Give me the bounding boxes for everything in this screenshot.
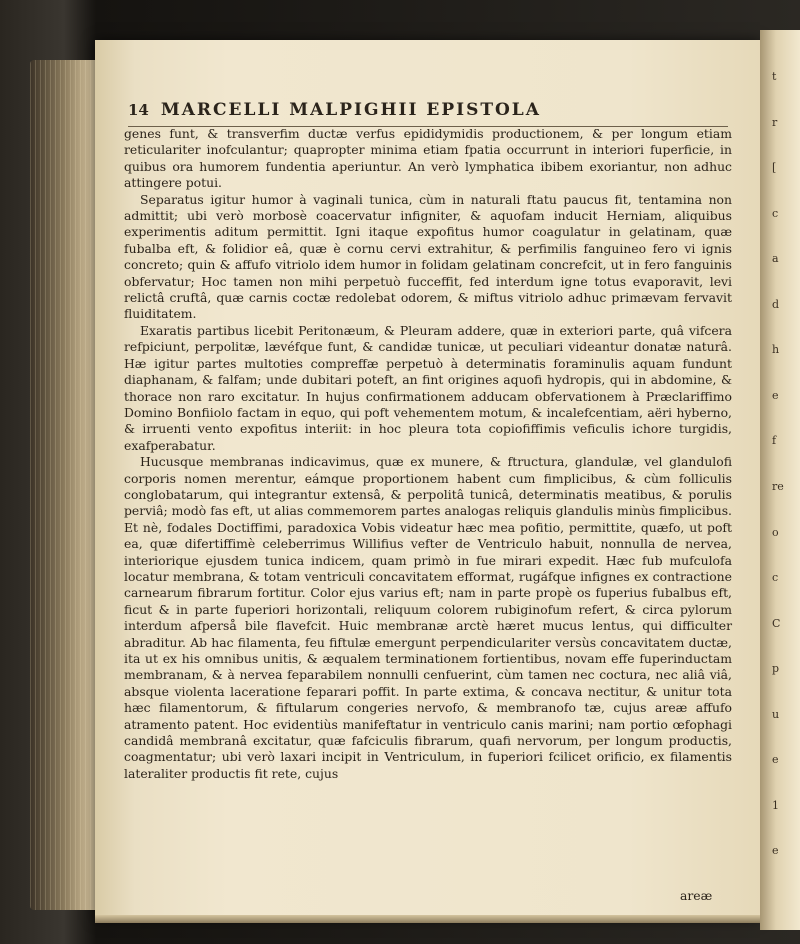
paragraph: Separatus igitur humor à vaginali tunica, cùm in naturali ftatu paucus fit, tentamina non admittit; ubi verò morbosè coacervatur infigniter, & aquofam inducit Herniam, aliquibus experimentis aditum permittit. Igni itaque expofitus humor coagulatur in gelatinam, quæ fubalba eft, & folidior eâ, quæ è cornu cervi extrahitur, & perfimilis fanguineo fero vi ignis concreto; quin & affufo vitriolo idem humor in folidam gelatinam concrefcit, ut in fero fanguinis obfervatur; Hoc tamen non mihi perpetuò fucceffit, fed interdum igne totus evaporavit, levi relictâ cruftâ, quæ carnis coctæ redolebat odorem, & miftus vitriolo adhuc primævam fervavit fluiditatem. — [124, 191, 732, 322]
page-number: 14 — [128, 101, 149, 119]
facing-page-edge — [760, 30, 800, 930]
facing-page-fragment: c — [772, 206, 779, 220]
facing-page-fragment: d — [772, 297, 780, 311]
facing-page-fragment: u — [772, 707, 780, 721]
facing-page-fragment: re — [772, 480, 784, 493]
facing-page-fragment: e — [772, 753, 779, 767]
facing-page-fragment: C — [772, 616, 781, 630]
facing-page-fragment: e — [772, 388, 779, 402]
facing-page-fragment: e — [772, 844, 779, 858]
book-binding — [30, 60, 105, 910]
page-title: MARCELLI MALPIGHII EPISTOLA — [160, 100, 541, 120]
catchword: areæ — [680, 888, 713, 903]
facing-page-fragment: p — [772, 662, 780, 676]
facing-page-fragment: [ — [772, 161, 777, 175]
facing-page-fragment: r — [772, 115, 778, 129]
paragraph: Exaratis partibus licebit Peritonæum, & Pleuram addere, quæ in exteriori parte, quâ vifcera refpiciunt, perpolitæ, lævéfque funt, & candidæ tunicæ, ut peculiari videantur donatæ naturâ. Hæ igitur partes multoties compreffæ perpetuò à determinatis foraminulis aquam fundunt diaphanam, & falfam; unde dubitari poteft, an fint origines aquofi hydropis, qui in abdomine, & thorace non raro excitatur. In hujus confirmationem adducam obfervationem à Præclariffimo Domino Bonfiiolo factam in equo, qui poft vehementem motum, & incalefcentiam, aëri hyberno, & irruenti vento expofitus interiit: in hoc pleura tota copiofiffimis veficulis ichore turgidis, exafperabatur. — [124, 322, 732, 453]
facing-page-fragment: f — [772, 434, 777, 448]
facing-page-fragment: h — [772, 343, 780, 357]
facing-page-fragment: 1 — [772, 798, 779, 812]
page-bottom-edge — [95, 915, 760, 923]
facing-page-fragment: c — [772, 571, 779, 585]
facing-page-fragment: t — [772, 70, 777, 83]
facing-page-fragment: a — [772, 252, 779, 266]
body-text — [124, 126, 732, 782]
paragraph: Hucusque membranas indicavimus, quæ ex munere, & ftructura, glandulæ, vel glandulofi corporis nomen merentur, eámque proportionem habent cum fimplicibus, & cùm folliculis conglobatarum, qui integrantur extensâ, & perpolitâ tunicâ, determinatis meatibus, & porulis perviâ; modò fas eft, ut alias commemorem partes analogas reliquis glandulis minùs fimplicibus. Et nè, fodales Doctiffimi, paradoxica Vobis videatur hæc mea pofitio, permittite, quæfo, ut poft ea, quæ difertiffimè celeberrimus Willifius vefter de Ventriculo habuit, nonnulla de nervea, interiorique ejusdem tunica indicem, quam primò in fue mirari expedit. Hæc fub mufculofa locatur membrana, & totam ventriculi concavitatem efformat, rugáfque infignes ex contractione carnearum fibrarum fortitur. Color ejus varius eft; nam in parte propè os fuperius fubalbus eft, ficut & in parte fuperiori horizontali, reliquum colorem rubiginofum refert, & circa pylorum interdum afperså bile flavefcit. Huic membranæ arctè hæret mucus lentus, qui difficulter abraditur. Ab hac filamenta, feu fiftulæ emergunt perpendiculariter versùs concavitatem ductæ, ita ut ex his omnibus unitis, & æqualem terminationem fortientibus, novam effe fuperinductam membranam, & à nervea feparabilem nonnulli cenfuerint, cùm tamen nec coctura, nec aliâ viâ, absque violenta laceratione feparari poffit. In parte extima, & concava nectitur, & unitur tota hæc filamentorum, & fiftularum congeries nervofo, & membranofo tæ, cujus areæ affufo atramento patent. Hoc evidentiùs manifeftatur in ventriculo canis marini; nam portio œfophagi candidâ membranâ excitatur, quæ fafciculis fibrarum, quafi nervorum, per longum productis, coagmentatur; ubi verò laxari incipit in Ventriculum, in fuperiori fcilicet orificio, ex filamentis lateraliter productis fit rete, cujus — [124, 454, 732, 781]
facing-page-fragment: o — [772, 525, 779, 539]
running-head — [128, 100, 728, 124]
paragraph: genes funt, & transverfim ductæ verfus epididymidis productionem, & per longum etiam reticulariter inofculantur; quapropter minima etiam fpatia occurrunt in interiori fuperficie, in quibus ora humorem fundentia aperiuntur. An verò lymphatica ibibem exoriantur, non adhuc attingere potui. — [124, 126, 732, 191]
